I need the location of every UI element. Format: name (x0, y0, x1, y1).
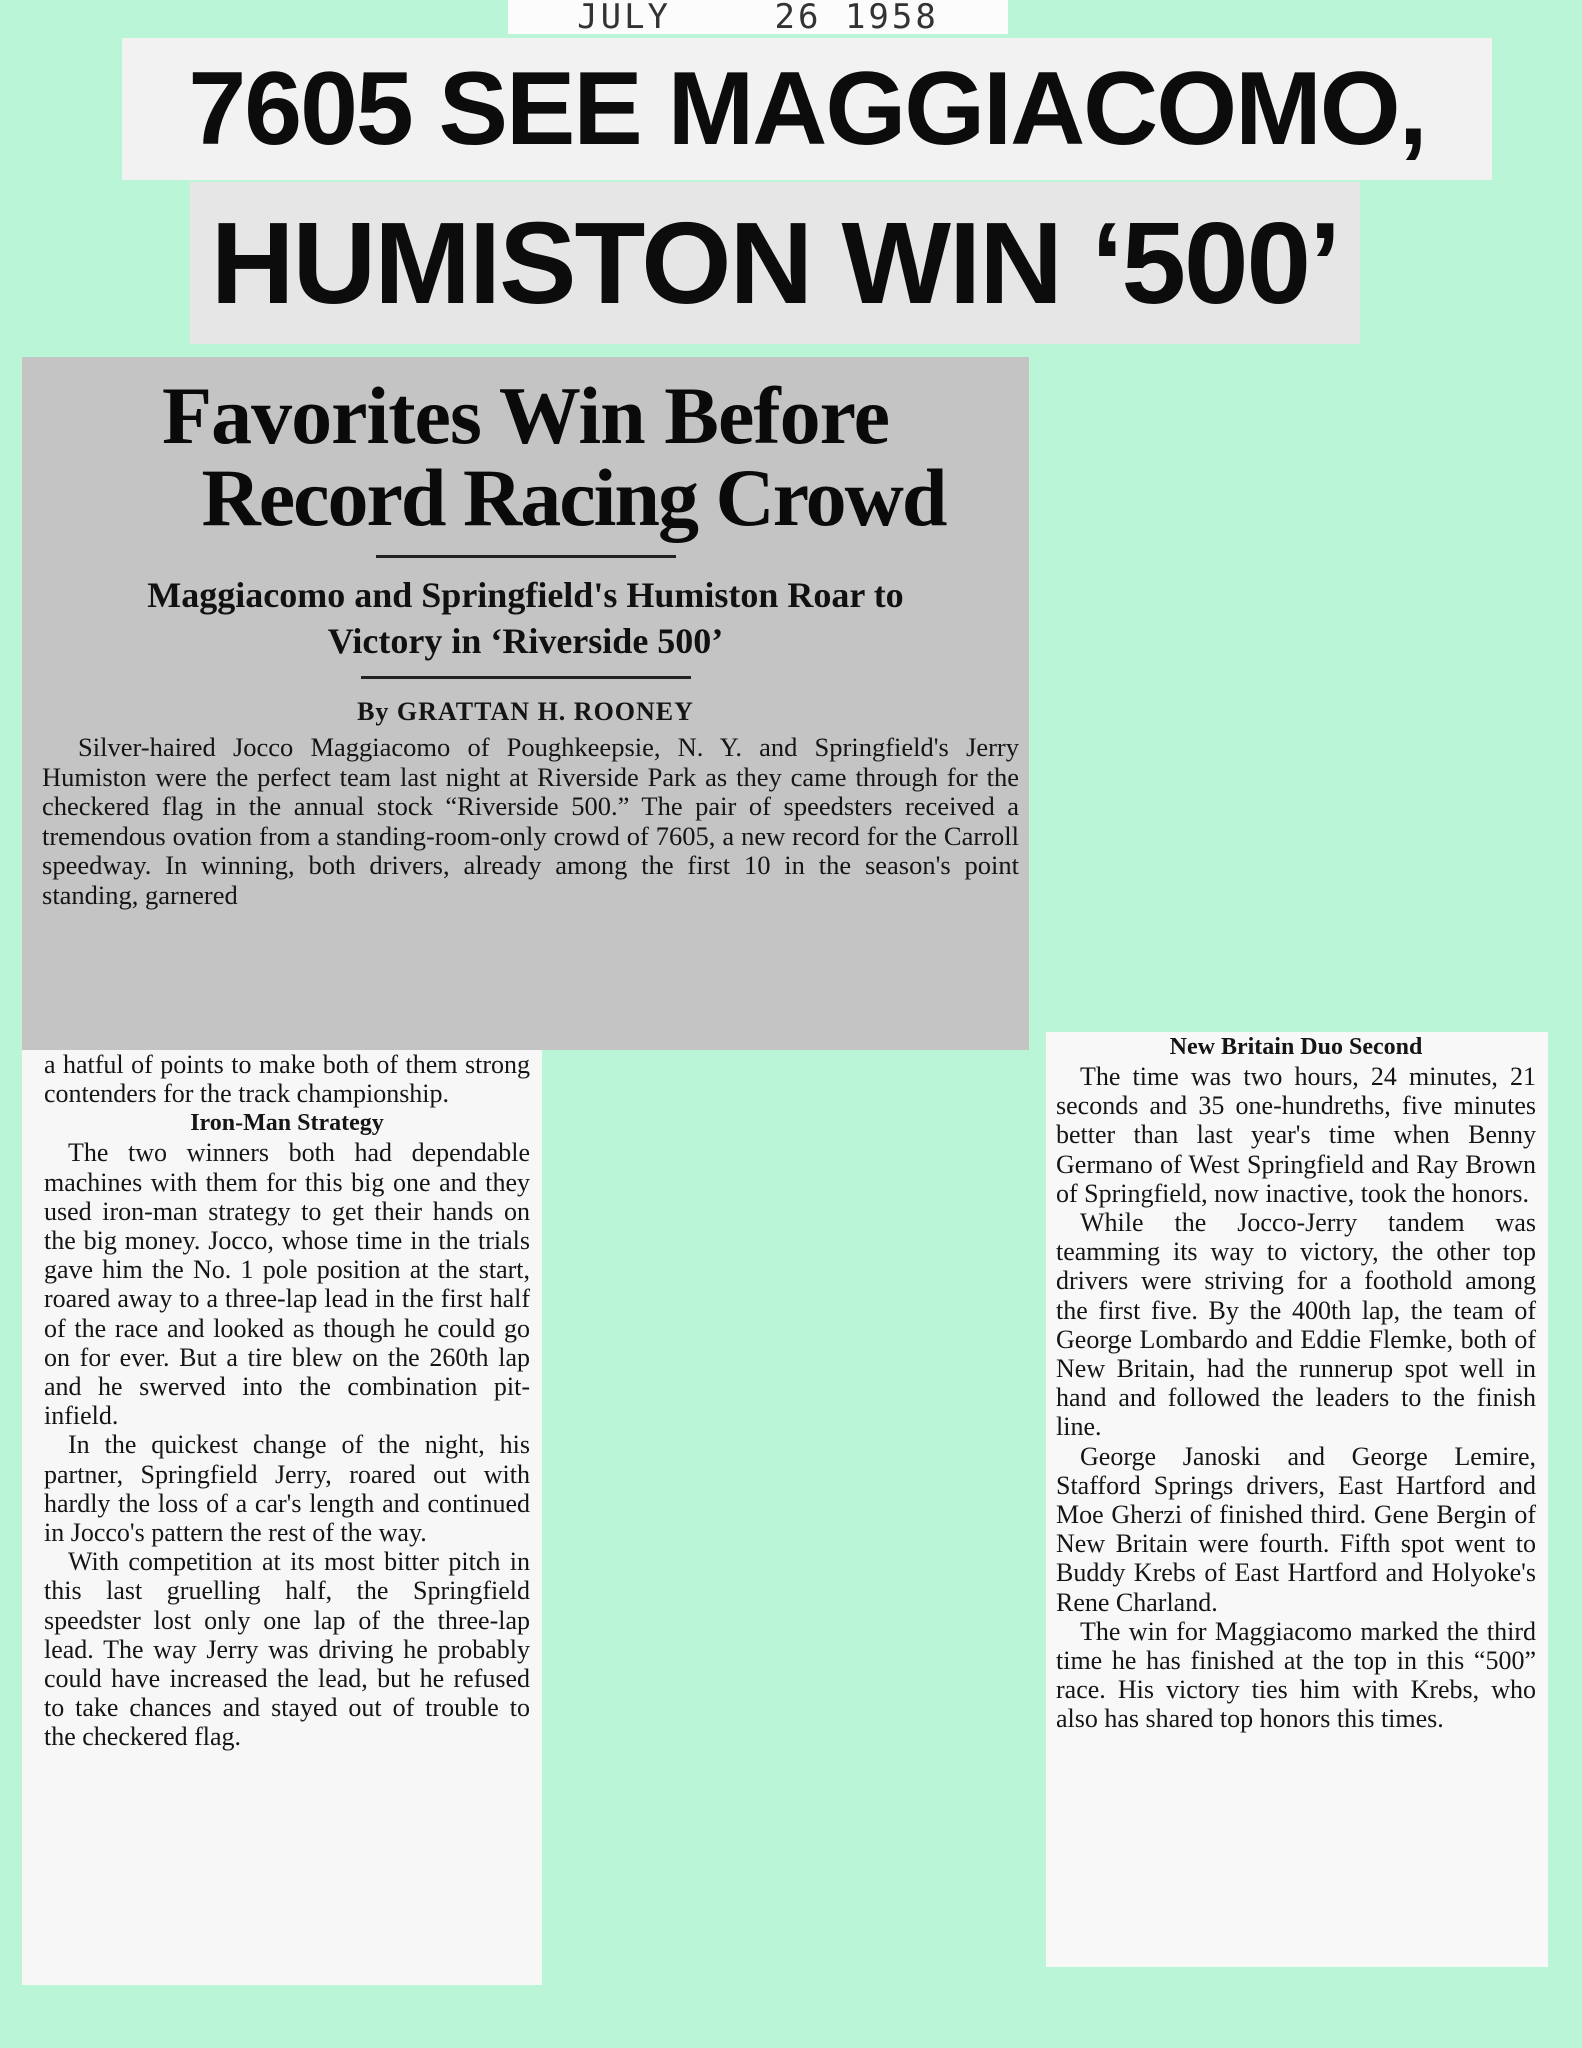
article-paragraph: The time was two hours, 24 minutes, 21 seconds and 35 one-hundreths, five minutes better than last year's time when Benny Germano of West Springfield and Ray Brown of Springfield, now inactive, took the honors. (1056, 1062, 1536, 1208)
left-column (22, 1050, 542, 1985)
banner-line-2: Record Racing Crowd (201, 452, 946, 543)
subhead-iron-man: Iron-Man Strategy (190, 1110, 384, 1137)
dateline-month: JULY (577, 0, 672, 34)
article-top-section (22, 357, 1029, 1050)
divider-rule (361, 676, 691, 679)
lead-paragraph: Silver-haired Jocco Maggiacomo of Poughkeepsie, N. Y. and Springfield's Jerry Humiston were the perfect team last night at Riverside Park as they came through for the checkered flag in the annual stock “Riverside 500.” The pair of speedsters received a tremendous ovation from a standing-room-only crowd of 7605, a new record for the Carroll speedway. In winning, both drivers, already among the first 10 in the season's point standing, garnered (42, 732, 1019, 910)
subhead-new-britain: New Britain Duo Second (1169, 1034, 1423, 1060)
deck-line-1: Maggiacomo and Springfield's Humiston Roar to (147, 575, 904, 615)
headline-line-1: 7605 SEE MAGGIACOMO, (122, 38, 1492, 180)
article-paragraph: With competition at its most bitter pitch in this last gruelling half, the Springfield speedster lost only one lap of the three-lap lead. The way Jerry was driving he probably could have increased the lead, but he refused to take chances and stayed out of trouble to the checkered flag. (44, 1547, 530, 1752)
continuation-paragraph: a hatful of points to make both of them strong contenders for the track championship. (44, 1050, 530, 1109)
article-paragraph: While the Jocco-Jerry tandem was teamming its way to victory, the other top drivers were striving for a foothold among the first five. By the 400th lap, the team of George Lombardo and Eddie Flemke, both of New Britain, had the runnerup spot well in hand and followed the leaders to the finish line. (1056, 1208, 1536, 1442)
dateline-year: 1958 (844, 0, 939, 34)
article-paragraph: George Janoski and George Lemire, Stafford Springs drivers, East Hartford and Moe Gherzi of finished third. Gene Bergin of New Britain were fourth. Fifth spot went to Buddy Krebs of East Hartford and Holyoke's Rene Charland. (1056, 1441, 1536, 1617)
right-column (1046, 1032, 1548, 1967)
dateline-day: 26 (774, 0, 822, 34)
deck (22, 572, 1029, 664)
divider-rule (376, 555, 676, 558)
article-paragraph: In the quickest change of the night, his partner, Springfield Jerry, roared out with hardly the loss of a car's length and continued in Jocco's pattern the rest of the way. (44, 1430, 530, 1548)
dateline (508, 0, 1008, 34)
banner-line-1: Favorites Win Before (161, 370, 889, 461)
article-paragraph: The win for Maggiacomo marked the third time he has finished at the top in this “500” race. His victory ties him with Krebs, who also has shared top honors this times. (1056, 1616, 1536, 1734)
article-paragraph: The two winners both had dependable machines with them for this big one and they used iron-man strategy to get their hands on the big money. Jocco, whose time in the trials gave him the No. 1 pole position at the start, roared away to a three-lap lead in the first half of the race and looked as though he could go on for ever. But a tire blew on the 260th lap and he swerved into the combination pit-infield. (44, 1138, 530, 1431)
deck-line-2: Victory in ‘Riverside 500’ (327, 621, 724, 661)
byline: By GRATTAN H. ROONEY (357, 697, 694, 726)
headline-line-2: HUMISTON WIN ‘500’ (190, 182, 1360, 344)
